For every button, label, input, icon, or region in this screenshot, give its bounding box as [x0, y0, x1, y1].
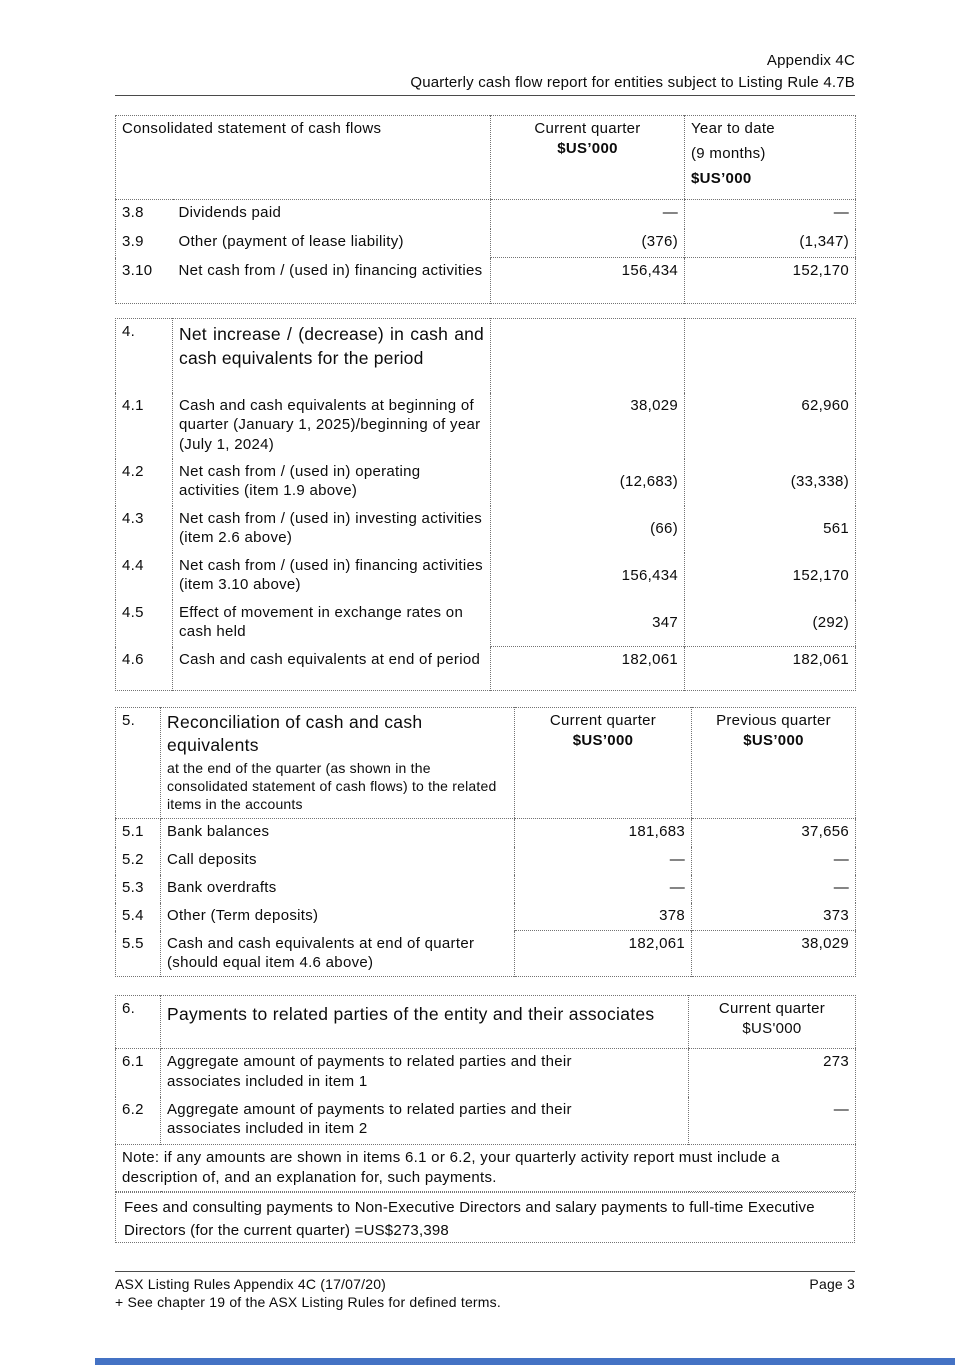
table-row — [116, 229, 856, 258]
column-header-units: $US’000 — [691, 169, 752, 187]
row-value: (12,683) — [491, 459, 685, 506]
column-header-current-quarter — [491, 116, 685, 200]
row-label — [173, 229, 491, 258]
table-subtitle: at the end of the quarter (as shown in the consolidated statement of cash flows) to the related items in the accounts — [167, 759, 497, 813]
row-label — [161, 875, 515, 903]
row-value: — — [491, 200, 685, 229]
row-label-text: Call deposits — [167, 850, 257, 868]
row-item-number: 4.5 — [116, 600, 173, 647]
row-value: (376) — [491, 229, 685, 258]
row-value: 347 — [491, 600, 685, 647]
row-value: 156,434 — [491, 553, 685, 600]
row-item-number: 4. — [116, 319, 173, 393]
table-row — [116, 600, 856, 647]
row-label-text: Bank balances — [167, 823, 270, 840]
row-label-text: Cash and cash equivalents at beginning of quarter (January 1, 2025)/beginning of year (July 1, 2024) — [179, 396, 481, 454]
reconciliation-table — [115, 707, 856, 977]
row-label — [161, 847, 515, 875]
table-row — [116, 506, 856, 553]
row-value: 373 — [692, 903, 856, 931]
row-label-text: Aggregate amount of payments to related parties and their associates included in item 1 — [167, 1053, 572, 1090]
row-label — [161, 819, 515, 847]
row-item-number: 5.4 — [116, 903, 161, 931]
row-value: (33,338) — [685, 459, 856, 506]
table-row — [116, 553, 856, 600]
footer-document-id: ASX Listing Rules Appendix 4C (17/07/20) — [115, 1276, 387, 1292]
row-label — [173, 553, 491, 600]
table-note-row — [116, 1145, 856, 1192]
column-header-previous-quarter — [692, 708, 856, 819]
row-value: — — [515, 847, 692, 875]
row-label-text: Net cash from / (used in) operating activities (item 1.9 above) — [179, 462, 421, 500]
table-row — [116, 903, 856, 931]
row-value: 37,656 — [692, 819, 856, 847]
table-row — [116, 319, 856, 393]
row-label — [173, 200, 491, 229]
header-report-title: Quarterly cash flow report for entities subject to Listing Rule 4.7B — [410, 73, 855, 91]
column-header-line: Current quarter — [718, 1000, 826, 1017]
table-title: Consolidated statement of cash flows — [116, 116, 491, 200]
row-value: 561 — [685, 506, 856, 553]
row-item-number: 4.4 — [116, 553, 173, 600]
row-item-number: 5.5 — [116, 931, 161, 977]
table-row — [116, 819, 856, 847]
row-item-number: 6.1 — [116, 1049, 161, 1097]
section-number: 5. — [116, 708, 161, 819]
table-row — [116, 647, 856, 691]
row-value: 182,061 — [491, 647, 685, 691]
row-label-text: Other (Term deposits) — [167, 906, 319, 924]
table-row — [116, 200, 856, 229]
column-header-line: Current quarter — [534, 120, 641, 137]
table-row — [116, 1049, 856, 1097]
row-value: — — [692, 875, 856, 903]
table-header-row — [116, 116, 856, 200]
table-title-cell — [161, 708, 515, 819]
row-value: 182,061 — [685, 647, 856, 691]
row-value: — — [685, 200, 856, 229]
row-label-text: Effect of movement in exchange rates on cash held — [179, 603, 464, 641]
disclosure-text: Fees and consulting payments to Non-Executive Directors and salary payments to full-time Executive Directors (for the current quarter) =US$273,398 — [124, 1199, 815, 1240]
row-value: 152,170 — [685, 553, 856, 600]
row-label — [173, 647, 491, 691]
table-header-row — [116, 708, 856, 819]
table-row — [116, 931, 856, 977]
row-label-text: Other (payment of lease liability) — [178, 232, 404, 250]
related-parties-note: Note: if any amounts are shown in items 6.1 or 6.2, your quarterly activity report must include a description of, and an explanation for, such payments. — [116, 1145, 856, 1192]
row-value: 38,029 — [692, 931, 856, 977]
column-header-current-quarter — [515, 708, 692, 819]
column-header-year-to-date — [685, 116, 856, 200]
bottom-accent-bar — [95, 1358, 955, 1365]
row-value — [491, 319, 685, 393]
row-label-text: Aggregate amount of payments to related parties and their associates included in item 2 — [167, 1100, 572, 1138]
row-value: (1,347) — [685, 229, 856, 258]
row-value: — — [692, 847, 856, 875]
row-value: (66) — [491, 506, 685, 553]
row-label — [161, 1097, 689, 1145]
column-header-current-quarter — [689, 996, 856, 1049]
row-label-text: Net cash from / (used in) financing activities — [178, 261, 483, 279]
column-header-line: Current quarter — [549, 712, 657, 729]
row-value: 182,061 — [515, 931, 692, 977]
table-title: Reconciliation of cash and cash equivalents — [167, 712, 423, 755]
row-value: 156,434 — [491, 258, 685, 304]
row-label — [173, 600, 491, 647]
table-row — [116, 393, 856, 459]
section-number: 6. — [116, 996, 161, 1049]
row-label — [173, 319, 491, 393]
row-label-text: Net increase / (decrease) in cash and cash equivalents for the period — [179, 324, 484, 369]
column-header-units: $US'000 — [742, 1019, 802, 1037]
row-item-number: 3.9 — [122, 232, 144, 250]
footer-page-number: Page 3 — [809, 1276, 855, 1292]
row-item-number: 6.2 — [116, 1097, 161, 1145]
table-row — [116, 258, 856, 304]
table-row — [116, 875, 856, 903]
row-label — [161, 931, 515, 977]
row-label-text: Net cash from / (used in) investing activities (item 2.6 above) — [179, 509, 483, 547]
column-header-line: (9 months) — [691, 144, 766, 162]
row-label-text: Dividends paid — [178, 204, 282, 221]
row-label — [173, 459, 491, 506]
row-label — [161, 903, 515, 931]
row-item-number: 4.6 — [116, 647, 173, 691]
row-item-number: 4.1 — [116, 393, 173, 459]
column-header-line: Year to date — [691, 120, 775, 137]
column-header-units: $US’000 — [572, 731, 634, 749]
row-label-text: Bank overdrafts — [167, 878, 277, 896]
row-value — [685, 319, 856, 393]
row-label — [173, 393, 491, 459]
row-label — [173, 506, 491, 553]
footer-defined-terms-note: + See chapter 19 of the ASX Listing Rules for defined terms. — [115, 1294, 501, 1311]
cash-flows-table — [115, 115, 856, 304]
row-item-number: 5.3 — [116, 875, 161, 903]
column-header-units: $US’000 — [557, 139, 618, 157]
row-value: 62,960 — [685, 393, 856, 459]
row-label-text: Cash and cash equivalents at end of period — [179, 650, 481, 668]
table-row — [116, 459, 856, 506]
row-value: 152,170 — [685, 258, 856, 304]
row-item-number: 4.2 — [116, 459, 173, 506]
table-row — [116, 1097, 856, 1145]
related-parties-table — [115, 995, 856, 1192]
table-title-cell — [161, 996, 689, 1049]
row-item-number: 3.8 — [122, 204, 144, 221]
row-label-text: Net cash from / (used in) financing activities (item 3.10 above) — [179, 556, 483, 594]
page-header — [115, 50, 855, 96]
row-value: (292) — [685, 600, 856, 647]
row-value: 181,683 — [515, 819, 692, 847]
row-label-text: Cash and cash equivalents at end of quarter (should equal item 4.6 above) — [167, 934, 475, 972]
row-value: — — [515, 875, 692, 903]
column-header-units: $US’000 — [743, 731, 804, 749]
related-parties-disclosure-box — [115, 1192, 855, 1243]
table-title: Payments to related parties of the entity and their associates — [167, 1004, 655, 1024]
table-header-row — [116, 996, 856, 1049]
row-value: 38,029 — [491, 393, 685, 459]
row-label — [161, 1049, 689, 1097]
row-value: — — [689, 1097, 856, 1145]
row-value: 273 — [689, 1049, 856, 1097]
table-row — [116, 847, 856, 875]
header-appendix-label: Appendix 4C — [766, 52, 855, 69]
row-value: 378 — [515, 903, 692, 931]
page-footer — [115, 1271, 855, 1312]
row-label — [173, 258, 491, 304]
row-item-number: 5.1 — [116, 819, 161, 847]
row-item-number: 3.10 — [122, 261, 153, 279]
net-increase-table — [115, 318, 856, 691]
column-header-line: Previous quarter — [716, 712, 831, 729]
row-item-number: 4.3 — [116, 506, 173, 553]
row-item-number: 5.2 — [116, 847, 161, 875]
